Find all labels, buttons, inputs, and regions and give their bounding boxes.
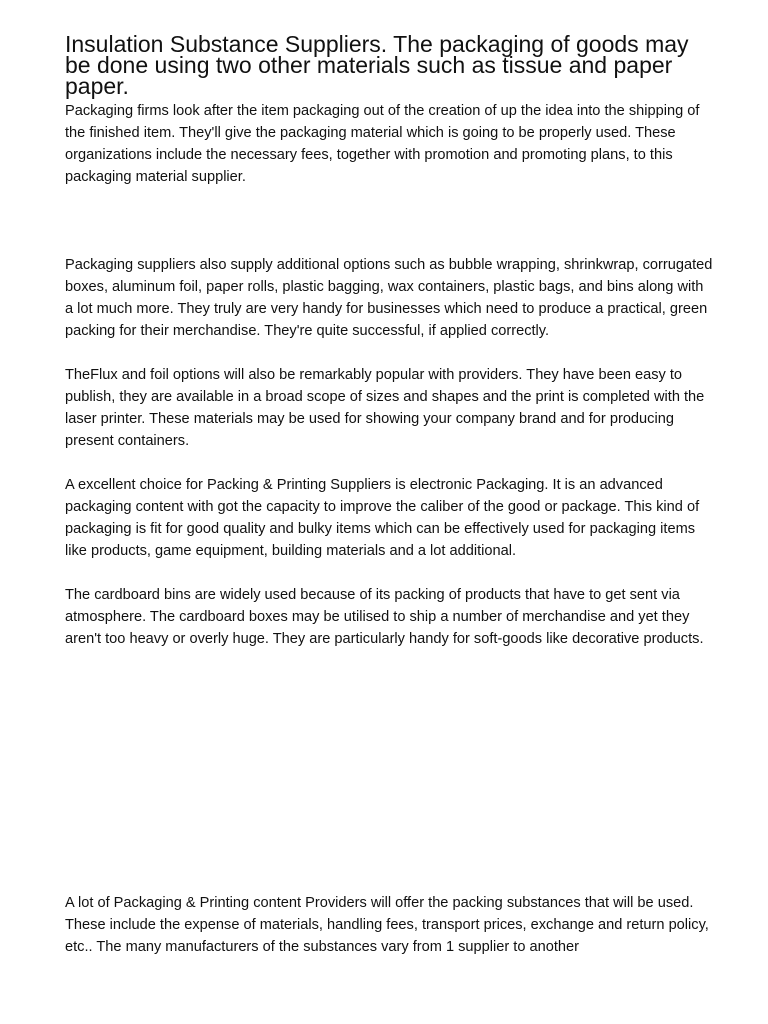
document-page — [65, 31, 715, 958]
document-title: Insulation Substance Suppliers. The packaging of goods may be done using two other materials such as tissue and paper paper. — [65, 31, 689, 99]
paragraph-3: TheFlux and foil options will also be remarkably popular with providers. They have been easy to publish, they are available in a broad scope of sizes and shapes and the print is completed with the laser printer. These materials may be used for showing your company brand and for producing present containers. — [65, 367, 705, 449]
paragraph-2: Packaging suppliers also supply additional options such as bubble wrapping, shrinkwrap, corrugated boxes, aluminum foil, paper rolls, plastic bagging, wax containers, plastic bags, and bins along with a lot much more. They truly are very handy for businesses which need to produce a practical, green packing for their merchandise. They're quite successful, if applied correctly. — [65, 257, 713, 339]
paragraph-5: The cardboard bins are widely used because of its packing of products that have to get sent via atmosphere. The cardboard boxes may be utilised to ship a number of merchandise and yet they aren't too heavy or overly huge. They are particularly handy for soft-goods like decorative products. — [65, 587, 704, 647]
paragraph-1: Packaging firms look after the item packaging out of the creation of up the idea into the shipping of the finished item. They'll give the packaging material which is going to be properly used. These organizations include the necessary fees, together with promotion and promoting plans, to this packaging material supplier. — [65, 103, 700, 185]
paragraph-4: A excellent choice for Packing & Printing Suppliers is electronic Packaging. It is an advanced packaging content with got the capacity to improve the caliber of the good or package. This kind of packaging is fit for good quality and bulky items which can be effectively used for packaging items like products, game equipment, building materials and a lot additional. — [65, 477, 700, 559]
paragraph-6: A lot of Packaging & Printing content Providers will offer the packing substances that will be used. These include the expense of materials, handling fees, transport prices, exchange and return policy, etc.. The many manufacturers of the substances vary from 1 supplier to another — [65, 895, 709, 955]
